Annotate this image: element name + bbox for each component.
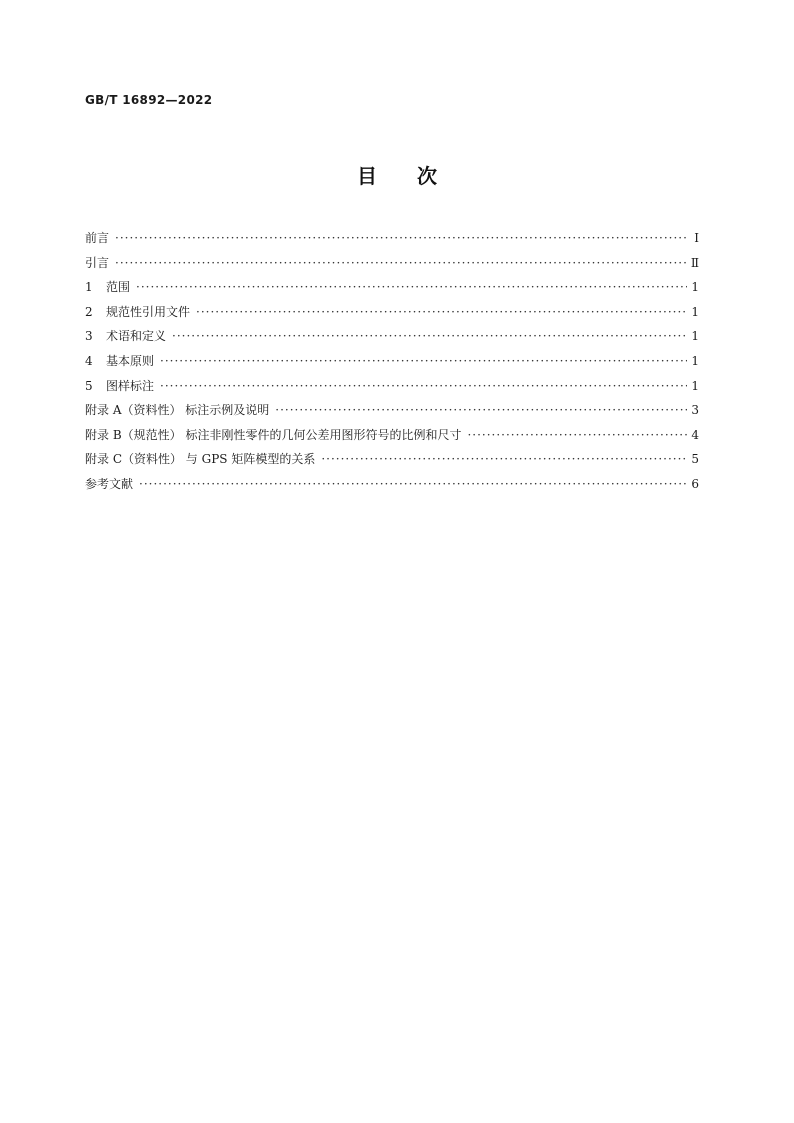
- toc-entry-foreword[interactable]: [85, 228, 699, 253]
- toc-entry-terms-definitions[interactable]: [85, 326, 699, 351]
- toc-title: 目次: [357, 164, 477, 188]
- toc-entry-scope[interactable]: [85, 277, 699, 302]
- toc-entry-label: 1 范围: [85, 277, 130, 297]
- toc-section-number: 5: [85, 378, 93, 393]
- toc-entry-label: 附录 C（资料性） 与 GPS 矩阵模型的关系: [85, 452, 316, 467]
- toc-entry-label: 引言: [85, 255, 110, 270]
- toc-entry-label: 附录 A（资料性） 标注示例及说明: [85, 403, 270, 418]
- toc-dot-leader: [160, 351, 687, 371]
- toc-entry-normative-references[interactable]: [85, 302, 699, 327]
- toc-entry-label: 附录 B（规范性） 标注非刚性零件的几何公差用图形符号的比例和尺寸: [85, 427, 462, 442]
- toc-dot-leader: [196, 302, 687, 322]
- toc-dot-leader: [136, 277, 687, 297]
- toc-dot-leader: [139, 474, 687, 494]
- toc-page-number: 1: [691, 353, 699, 368]
- toc-entry-bibliography[interactable]: [85, 474, 699, 499]
- toc-entry-annex-c[interactable]: [85, 449, 699, 474]
- toc-page-number: 6: [691, 476, 699, 491]
- toc-section-number: 1: [85, 280, 93, 295]
- toc-page-number: 1: [691, 304, 699, 319]
- toc-dot-leader: [160, 376, 687, 396]
- toc-dot-leader: [275, 400, 687, 420]
- toc-dot-leader: [115, 253, 687, 273]
- toc-entry-drawing-indication[interactable]: [85, 376, 699, 401]
- toc-page-number: Ⅱ: [690, 255, 699, 270]
- toc-entry-annex-a[interactable]: [85, 400, 699, 425]
- toc-dot-leader: [172, 326, 687, 346]
- toc-entry-annex-b[interactable]: [85, 425, 699, 450]
- toc-dot-leader: [115, 228, 687, 248]
- toc-entry-label: 前言: [85, 231, 110, 245]
- standard-number: GB/T 16892—2022: [85, 93, 213, 107]
- toc-entry-label: 参考文献: [85, 476, 134, 491]
- toc-entry-label: 4 基本原则: [85, 351, 154, 371]
- toc-page-number: 1: [691, 378, 699, 393]
- toc-dot-leader: [467, 425, 687, 445]
- toc-section-number: 2: [85, 304, 93, 319]
- toc-page-number: Ⅰ: [694, 231, 699, 245]
- toc-page-number: 3: [691, 403, 699, 418]
- toc-entry-label: 3 术语和定义: [85, 326, 166, 346]
- toc-page-number: 1: [691, 280, 699, 295]
- toc-page-number: 4: [691, 427, 699, 442]
- toc-entry-basic-principles[interactable]: [85, 351, 699, 376]
- toc-section-number: 3: [85, 329, 93, 344]
- toc-entry-introduction[interactable]: [85, 253, 699, 278]
- toc-list: [85, 228, 699, 499]
- toc-page-number: 1: [691, 329, 699, 344]
- toc-dot-leader: [321, 449, 687, 469]
- toc-entry-label: 5 图样标注: [85, 376, 154, 396]
- toc-page-number: 5: [691, 452, 699, 467]
- toc-entry-label: 2 规范性引用文件: [85, 302, 190, 322]
- toc-section-number: 4: [85, 353, 93, 368]
